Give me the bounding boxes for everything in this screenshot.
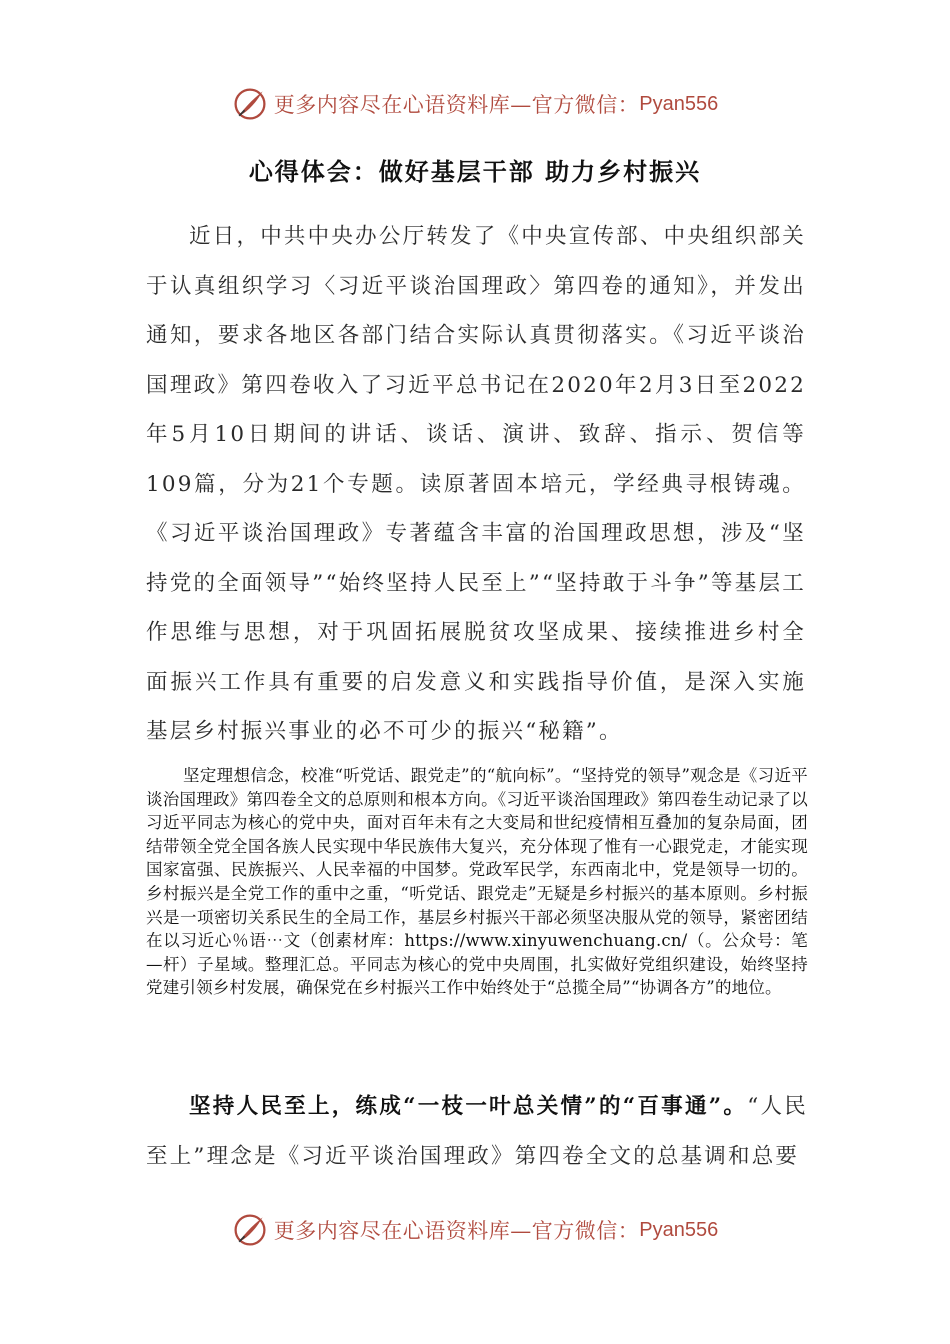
footer-banner [0, 1210, 950, 1250]
quill-pen-logo-icon [232, 86, 268, 122]
paragraph-people-first-rest: “人民至上”理念是《习近平谈治国理政》第四卷全文的总基调和总要 [146, 1094, 808, 1169]
quill-pen-logo-icon [232, 1212, 268, 1248]
banner-wechat-id: Pyan556 [639, 92, 719, 115]
banner-text: 更多内容尽在心语资料库—官方微信： [273, 1219, 640, 1243]
paragraph-intro: 近日，中共中央办公厅转发了《中央宣传部、中央组织部关于认真组织学习〈习近平谈治国理政〉第四卷的通知》，并发出通知，要求各地区各部门结合实际认真贯彻落实。《习近平谈治国理政》第四卷收入了习近平总书记在2020年2月3日至2022年5月10日期间的讲话、谈话、演讲、致辞、指示、贺信等109篇，分为21个专题。读原著固本培元，学经典寻根铸魂。《习近平谈治国理政》专著蕴含丰富的治国理政思想，涉及“坚持党的全面领导”“始终坚持人民至上”“坚持敢于斗争”等基层工作思维与思想，对于巩固拓展脱贫攻坚成果、接续推进乡村全面振兴工作具有重要的启发意义和实践指导价值，是深入实施基层乡村振兴事业的必不可少的振兴“秘籍”。 [146, 224, 806, 744]
paragraph-party-leadership: 坚定理想信念，校准“听党话、跟党走”的“航向标”。“坚持党的领导”观念是《习近平谈治国理政》第四卷全文的总原则和根本方向。《习近平谈治国理政》第四卷生动记录了以习近平同志为核心的党中央，面对百年未有之大变局和世纪疫情相互叠加的复杂局面，团结带领全党全国各族人民实现中华民族伟大复兴，充分体现了惟有一心跟党走，才能实现国家富强、民族振兴、人民幸福的中国梦。党政军民学，东西南北中，党是领导一切的。乡村振兴是全党工作的重中之重，“听党话、跟党走”无疑是乡村振兴的基本原则。乡村振兴是一项密切关系民生的全局工作，基层乡村振兴干部必须坚决服从党的领导，紧密团结在以习近心％语⋯文（创素材库：https://www.xinyuwenchuang.cn/（。公众号：笔—杆）子星域。整理汇总。平同志为核心的党中央周围，扎实做好党组织建设，始终坚持党建引领乡村发展，确保党在乡村振兴工作中始终处于“总揽全局”“协调各方”的地位。 [146, 766, 808, 998]
header-banner [0, 84, 950, 124]
banner-wechat-id: Pyan556 [639, 1218, 719, 1241]
page-title: 心得体会：做好基层干部 助力乡村振兴 [248, 157, 702, 186]
paragraph-people-first-lead: 坚持人民至上，练成“一枝一叶总关情”的“百事通”。 [189, 1094, 748, 1119]
banner-text: 更多内容尽在心语资料库—官方微信： [273, 93, 640, 117]
paragraph-people-first [146, 1082, 808, 1181]
